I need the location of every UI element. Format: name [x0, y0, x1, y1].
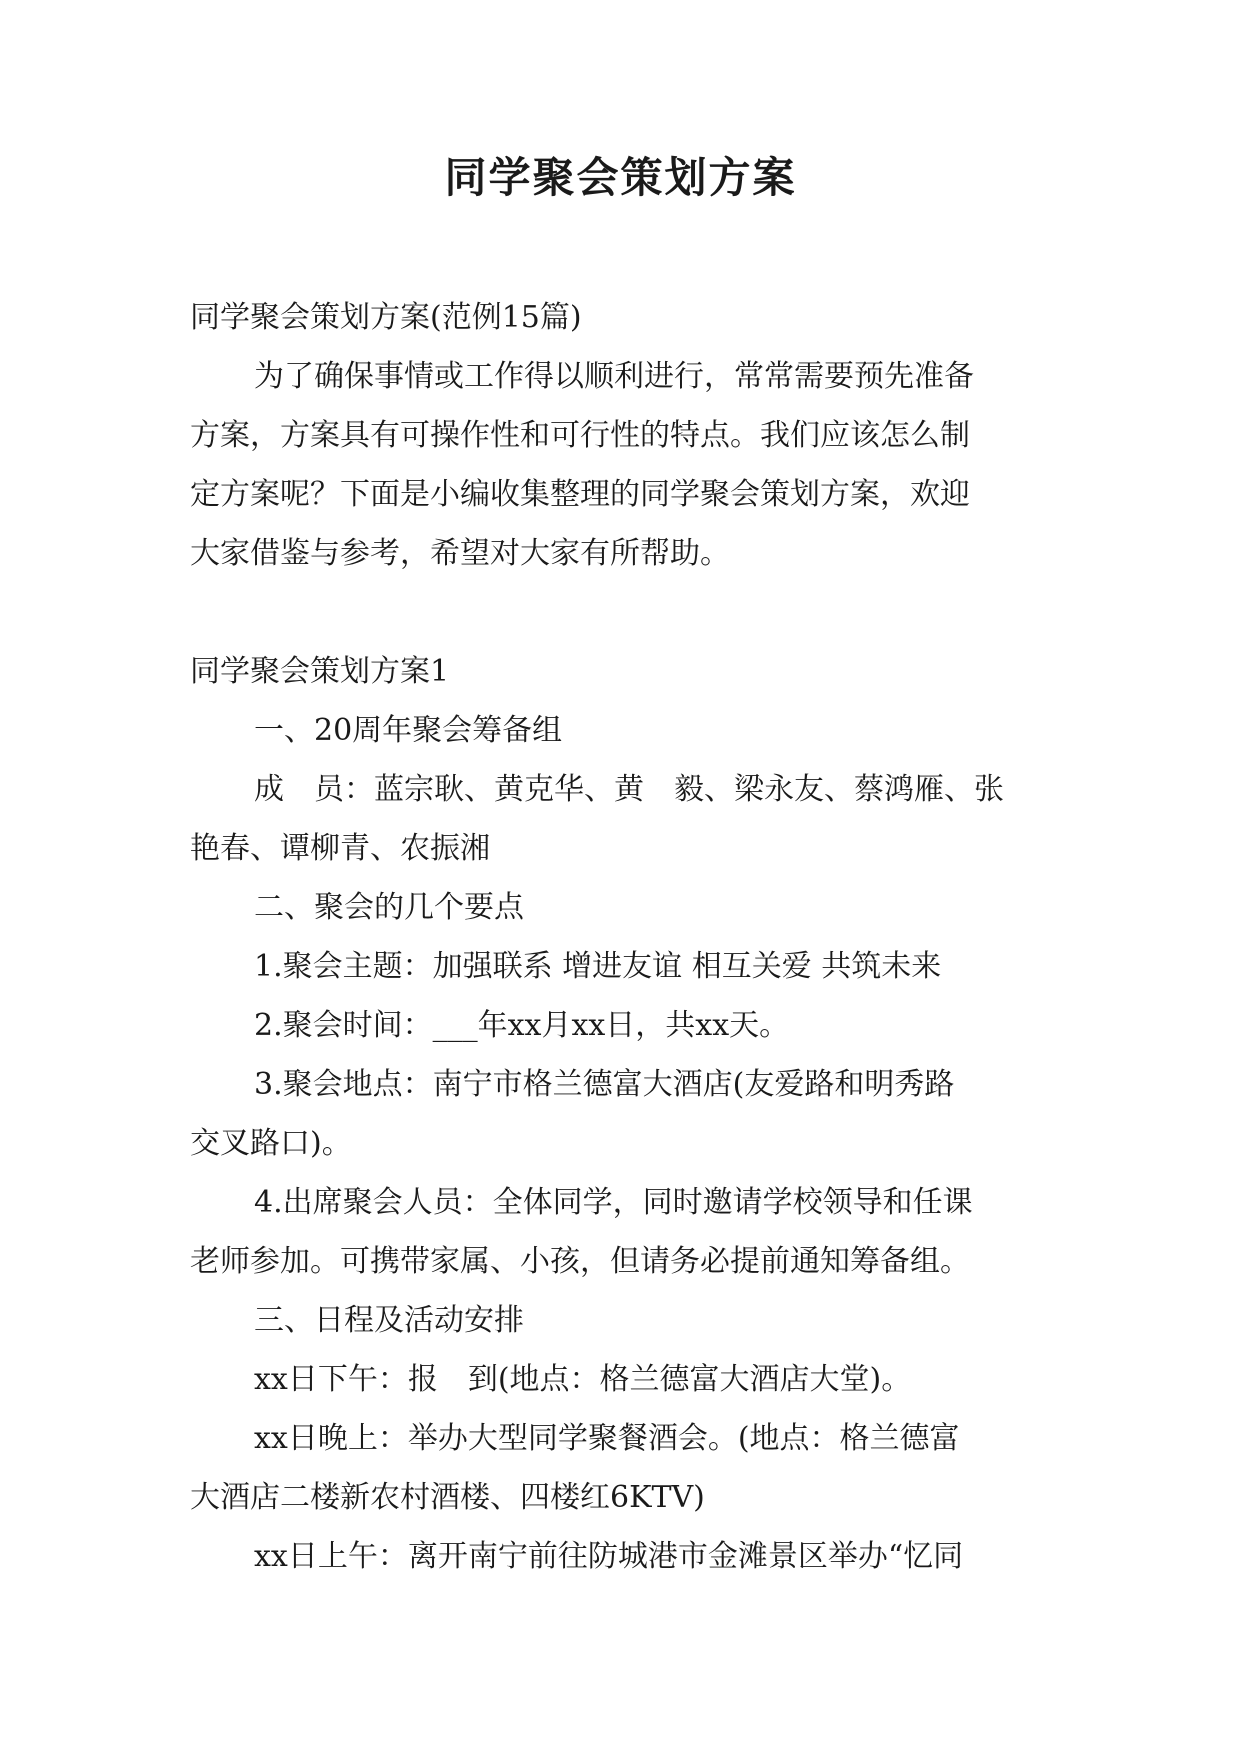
point-place-line-2: 交叉路口)。: [190, 1126, 352, 1161]
intro-line-1: 为了确保事情或工作得以顺利进行，常常需要预先准备: [254, 359, 974, 394]
committee-heading: 一、20周年聚会筹备组: [254, 713, 563, 748]
schedule-item-2-line-2: 大酒店二楼新农村酒楼、四楼红6KTV): [190, 1480, 705, 1515]
point-attendees-line-1: 4.出席聚会人员：全体同学，同时邀请学校领导和任课: [254, 1185, 973, 1220]
intro-line-2: 方案，方案具有可操作性和可行性的特点。我们应该怎么制: [190, 418, 970, 453]
points-heading: 二、聚会的几个要点: [254, 890, 524, 925]
document-subtitle: 同学聚会策划方案(范例15篇): [190, 300, 582, 335]
members-line-2: 艳春、谭柳青、农振湘: [190, 831, 490, 866]
paragraph-gap: [190, 583, 1070, 642]
section-heading: 同学聚会策划方案1: [190, 654, 450, 689]
document-title: 同学聚会策划方案: [444, 153, 797, 202]
intro-line-4: 大家借鉴与参考，希望对大家有所帮助。: [190, 536, 730, 571]
point-time: 2.聚会时间：___年xx月xx日，共xx天。: [254, 1008, 790, 1043]
document-body: [190, 288, 1070, 1586]
intro-line-3: 定方案呢？下面是小编收集整理的同学聚会策划方案，欢迎: [190, 477, 970, 512]
schedule-item-3-line-1: xx日上午：离开南宁前往防城港市金滩景区举办“忆同: [254, 1539, 964, 1574]
members-line-1: 成 员：蓝宗耿、黄克华、黄 毅、梁永友、蔡鸿雁、张: [254, 772, 1004, 807]
point-place-line-1: 3.聚会地点：南宁市格兰德富大酒店(友爱路和明秀路: [254, 1067, 955, 1102]
schedule-item-1: xx日下午：报 到(地点：格兰德富大酒店大堂)。: [254, 1362, 912, 1397]
point-theme: 1.聚会主题：加强联系 增进友谊 相互关爱 共筑未来: [254, 949, 942, 984]
schedule-item-2-line-1: xx日晚上：举办大型同学聚餐酒会。(地点：格兰德富: [254, 1421, 960, 1456]
schedule-heading: 三、日程及活动安排: [254, 1303, 524, 1338]
point-attendees-line-2: 老师参加。可携带家属、小孩，但请务必提前通知筹备组。: [190, 1244, 970, 1279]
